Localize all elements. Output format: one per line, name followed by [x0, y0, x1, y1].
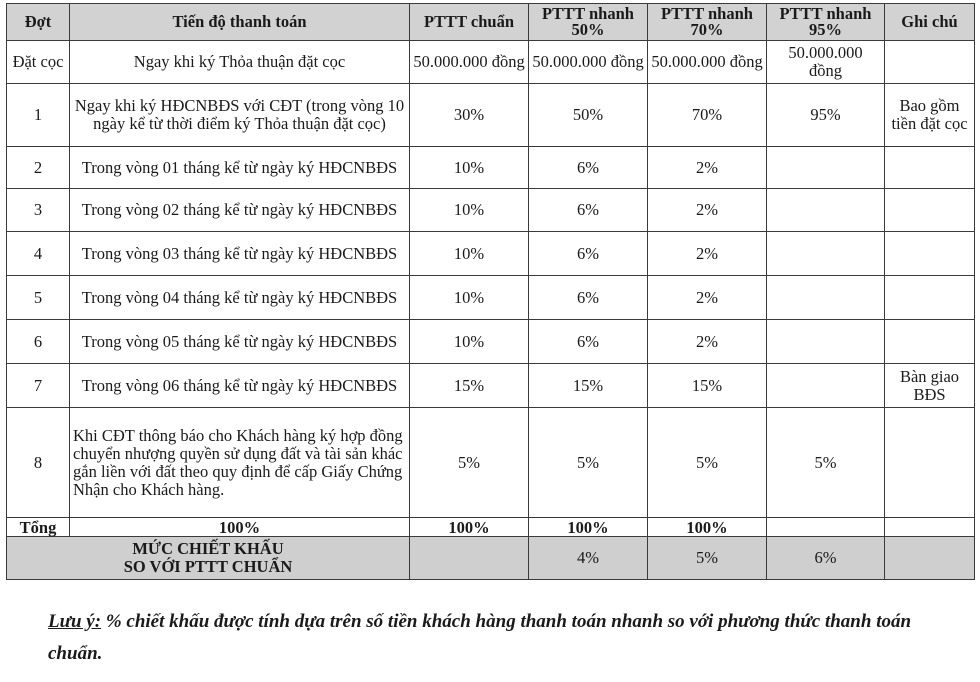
table-row: [7, 320, 975, 364]
cell-desc: Khi CĐT thông báo cho Khách hàng ký hợp đồng chuyển nhượng quyền sử dụng đất và tài sản khác gắn liền với đất theo quy định để cấp Giấy Chứng Nhận cho Khách hàng.: [70, 408, 410, 518]
header-fast-50: PTTT nhanh 50%: [529, 4, 648, 41]
header-fast-95: PTTT nhanh 95%: [767, 4, 885, 41]
cell-standard: 5%: [410, 408, 529, 518]
footnote-label: Lưu ý:: [48, 611, 102, 632]
discount-note: [885, 537, 975, 580]
cell-fast-95: 5%: [767, 408, 885, 518]
cell-desc: Trong vòng 04 tháng kể từ ngày ký HĐCNBĐS: [70, 276, 410, 320]
discount-fast-70: 5%: [648, 537, 767, 580]
cell-phase: 8: [7, 408, 70, 518]
total-standard: 100%: [410, 518, 529, 537]
cell-note: [885, 320, 975, 364]
cell-fast-95: [767, 147, 885, 189]
cell-fast-95: [767, 189, 885, 232]
discount-row: [7, 537, 975, 580]
payment-schedule-table: [6, 3, 975, 580]
cell-fast-95: 50.000.000 đồng: [767, 41, 885, 84]
cell-fast-70: 5%: [648, 408, 767, 518]
cell-phase: 4: [7, 232, 70, 276]
header-note: Ghi chú: [885, 4, 975, 41]
cell-desc: Ngay khi ký Thỏa thuận đặt cọc: [70, 41, 410, 84]
cell-fast-50: 5%: [529, 408, 648, 518]
table-row: [7, 147, 975, 189]
cell-standard: 10%: [410, 189, 529, 232]
cell-fast-50: 6%: [529, 276, 648, 320]
cell-fast-95: [767, 364, 885, 408]
total-fast-50: 100%: [529, 518, 648, 537]
table-row: [7, 41, 975, 84]
cell-desc: Trong vòng 03 tháng kể từ ngày ký HĐCNBĐS: [70, 232, 410, 276]
cell-fast-50: 6%: [529, 232, 648, 276]
cell-fast-50: 50.000.000 đồng: [529, 41, 648, 84]
total-row: [7, 518, 975, 537]
cell-standard: 10%: [410, 276, 529, 320]
cell-fast-50: 6%: [529, 189, 648, 232]
discount-fast-50: 4%: [529, 537, 648, 580]
cell-phase: 3: [7, 189, 70, 232]
header-phase: Đợt: [7, 4, 70, 41]
cell-fast-70: 15%: [648, 364, 767, 408]
cell-desc: Trong vòng 02 tháng kể từ ngày ký HĐCNBĐS: [70, 189, 410, 232]
discount-standard: [410, 537, 529, 580]
table-header-row: [7, 4, 975, 41]
cell-fast-70: 2%: [648, 189, 767, 232]
cell-phase: 1: [7, 84, 70, 147]
cell-standard: 10%: [410, 232, 529, 276]
cell-desc: Trong vòng 01 tháng kể từ ngày ký HĐCNBĐS: [70, 147, 410, 189]
discount-label-line2: SO VỚI PTTT CHUẨN: [123, 557, 293, 576]
cell-desc: Trong vòng 05 tháng kể từ ngày ký HĐCNBĐS: [70, 320, 410, 364]
header-fast-70: PTTT nhanh 70%: [648, 4, 767, 41]
total-progress: 100%: [70, 518, 410, 537]
cell-fast-70: 50.000.000 đồng: [648, 41, 767, 84]
footnote: [48, 606, 958, 670]
cell-desc: Trong vòng 06 tháng kể từ ngày ký HĐCNBĐS: [70, 364, 410, 408]
cell-note: [885, 41, 975, 84]
cell-standard: 10%: [410, 147, 529, 189]
cell-phase: Đặt cọc: [7, 41, 70, 84]
table-row: [7, 232, 975, 276]
cell-note: [885, 147, 975, 189]
cell-fast-95: [767, 276, 885, 320]
cell-fast-50: 50%: [529, 84, 648, 147]
cell-fast-50: 6%: [529, 147, 648, 189]
cell-standard: 10%: [410, 320, 529, 364]
cell-fast-70: 2%: [648, 276, 767, 320]
discount-fast-95: 6%: [767, 537, 885, 580]
cell-standard: 15%: [410, 364, 529, 408]
cell-note: [885, 232, 975, 276]
header-standard: PTTT chuẩn: [410, 4, 529, 41]
cell-standard: 30%: [410, 84, 529, 147]
discount-label-line1: MỨC CHIẾT KHẤU: [132, 539, 284, 558]
cell-note: [885, 276, 975, 320]
cell-fast-95: [767, 232, 885, 276]
cell-note: [885, 408, 975, 518]
footnote-text: % chiết khấu được tính dựa trên số tiền khách hàng thanh toán nhanh so với phương thức thanh toán chuẩn.: [48, 611, 912, 664]
table-row: [7, 84, 975, 147]
cell-fast-70: 70%: [648, 84, 767, 147]
cell-note: Bàn giao BĐS: [885, 364, 975, 408]
total-fast-95: [767, 518, 885, 537]
table-row: [7, 189, 975, 232]
cell-fast-50: 6%: [529, 320, 648, 364]
cell-fast-70: 2%: [648, 232, 767, 276]
cell-phase: 6: [7, 320, 70, 364]
cell-fast-70: 2%: [648, 147, 767, 189]
discount-label: [7, 537, 410, 580]
table-row: [7, 276, 975, 320]
cell-fast-50: 15%: [529, 364, 648, 408]
cell-standard: 50.000.000 đồng: [410, 41, 529, 84]
table-row: [7, 408, 975, 518]
cell-note: Bao gồm tiền đặt cọc: [885, 84, 975, 147]
total-label: Tổng: [7, 518, 70, 537]
header-progress: Tiến độ thanh toán: [70, 4, 410, 41]
cell-phase: 7: [7, 364, 70, 408]
cell-fast-70: 2%: [648, 320, 767, 364]
table-row: [7, 364, 975, 408]
cell-desc: Ngay khi ký HĐCNBĐS với CĐT (trong vòng 10 ngày kể từ thời điểm ký Thỏa thuận đặt cọc): [70, 84, 410, 147]
cell-fast-95: 95%: [767, 84, 885, 147]
total-fast-70: 100%: [648, 518, 767, 537]
total-note: [885, 518, 975, 537]
cell-phase: 2: [7, 147, 70, 189]
cell-phase: 5: [7, 276, 70, 320]
cell-fast-95: [767, 320, 885, 364]
cell-note: [885, 189, 975, 232]
